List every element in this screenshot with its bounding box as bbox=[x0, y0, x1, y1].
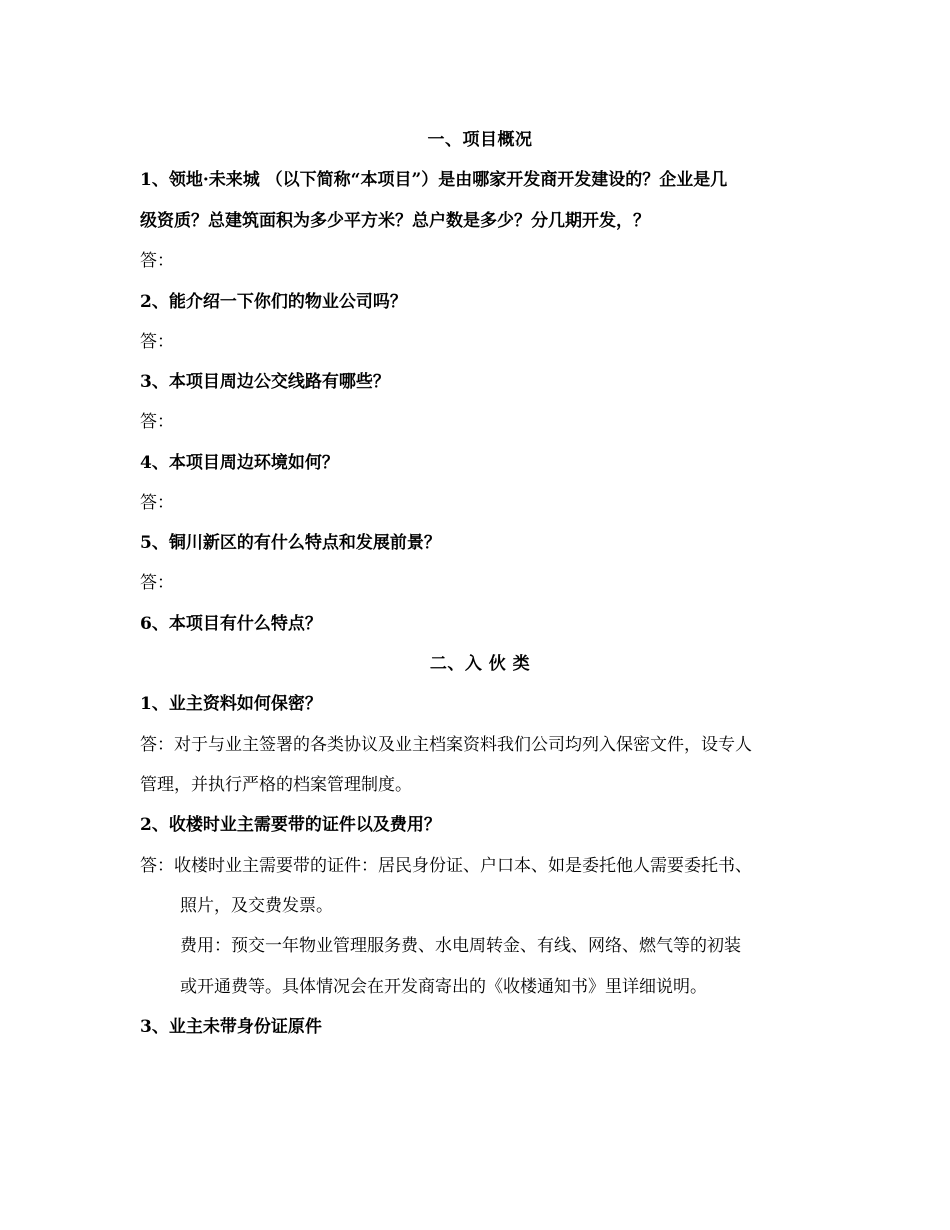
move-in-answer-1-line-1: 答：对于与业主签署的各类协议及业主档案资料我们公司均列入保密文件，设专人 bbox=[140, 735, 752, 755]
move-in-answer-2-line-2: 照片，及交费发票。 bbox=[180, 896, 333, 916]
move-in-answer-2-line-3: 费用：预交一年物业管理服务费、水电周转金、有线、网络、燃气等的初装 bbox=[180, 936, 741, 956]
answer-1: 答： bbox=[140, 251, 174, 271]
question-4: 4、本项目周边环境如何？ bbox=[140, 453, 339, 473]
answer-2: 答： bbox=[140, 332, 174, 352]
question-2: 2、能介绍一下你们的物业公司吗？ bbox=[140, 292, 407, 312]
answer-4: 答： bbox=[140, 493, 174, 513]
question-1-line-1: 1、领地·未来城 （以下简称“本项目”）是由哪家开发商开发建设的？企业是几 bbox=[140, 170, 728, 190]
question-6: 6、本项目有什么特点？ bbox=[140, 614, 322, 634]
move-in-question-2: 2、收楼时业主需要带的证件以及费用？ bbox=[140, 815, 441, 835]
move-in-answer-1-line-2: 管理，并执行严格的档案管理制度。 bbox=[140, 775, 412, 795]
move-in-question-1: 1、业主资料如何保密？ bbox=[140, 694, 322, 714]
section-heading-overview: 一、项目概况 bbox=[427, 130, 533, 150]
section-heading-move-in: 二、入 伙 类 bbox=[429, 654, 531, 674]
question-3: 3、本项目周边公交线路有哪些？ bbox=[140, 372, 390, 392]
move-in-answer-2-line-4: 或开通费等。具体情况会在开发商寄出的《收楼通知书》里详细说明。 bbox=[180, 977, 707, 997]
question-1-line-2: 级资质？总建筑面积为多少平方米？总户数是多少？分几期开发，？ bbox=[140, 211, 650, 231]
answer-5: 答： bbox=[140, 573, 174, 593]
move-in-answer-2-line-1: 答：收楼时业主需要带的证件：居民身份证、户口本、如是委托他人需要委托书、 bbox=[140, 856, 752, 876]
move-in-question-3: 3、业主未带身份证原件 bbox=[140, 1017, 322, 1037]
answer-3: 答： bbox=[140, 412, 174, 432]
question-5: 5、铜川新区的有什么特点和发展前景？ bbox=[140, 533, 441, 553]
